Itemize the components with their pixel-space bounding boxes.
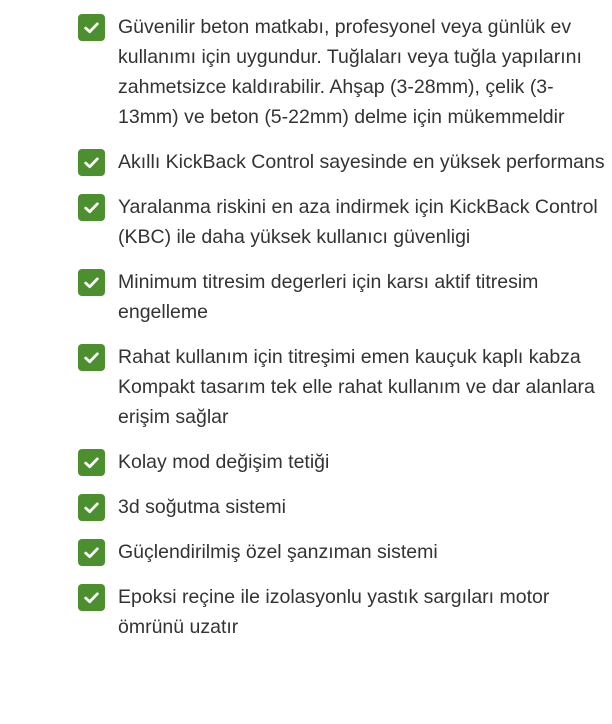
feature-item bbox=[78, 582, 608, 642]
check-icon bbox=[78, 584, 105, 611]
feature-item bbox=[78, 12, 608, 132]
feature-text: Güçlendirilmiş özel şanzıman sistemi bbox=[118, 541, 438, 563]
feature-text: Epoksi reçine ile izolasyonlu yastık sargıları motor ömrünü uzatır bbox=[118, 586, 550, 638]
feature-text: Kolay mod değişim tetiği bbox=[118, 451, 330, 473]
feature-item bbox=[78, 267, 608, 327]
feature-item bbox=[78, 342, 608, 432]
check-icon bbox=[78, 149, 105, 176]
check-icon bbox=[78, 494, 105, 521]
feature-item bbox=[78, 147, 608, 177]
feature-item bbox=[78, 537, 608, 567]
feature-item bbox=[78, 492, 608, 522]
feature-text: Güvenilir beton matkabı, profesyonel veya günlük ev kullanımı için uygundur. Tuğlaları veya tuğla yapılarını zahmetsizce kaldırabilir. Ahşap (3-28mm), çelik (3-13mm) ve beton (5-22mm) delme için mükemmeldir bbox=[118, 16, 582, 128]
feature-text: Akıllı KickBack Control sayesinde en yüksek performans bbox=[118, 151, 605, 173]
feature-text: Rahat kullanım için titreşimi emen kauçuk kaplı kabza Kompakt tasarım tek elle rahat kullanım ve dar alanlara erişim sağlar bbox=[118, 346, 595, 428]
feature-item bbox=[78, 192, 608, 252]
check-icon bbox=[78, 14, 105, 41]
feature-text: Minimum titresim degerleri için karsı aktif titresim engelleme bbox=[118, 271, 539, 323]
check-icon bbox=[78, 194, 105, 221]
feature-item bbox=[78, 447, 608, 477]
check-icon bbox=[78, 539, 105, 566]
check-icon bbox=[78, 449, 105, 476]
check-icon bbox=[78, 344, 105, 371]
feature-text: Yaralanma riskini en aza indirmek için KickBack Control (KBC) ile daha yüksek kullanıcı güvenligi bbox=[118, 196, 598, 248]
feature-text: 3d soğutma sistemi bbox=[118, 496, 286, 518]
check-icon bbox=[78, 269, 105, 296]
